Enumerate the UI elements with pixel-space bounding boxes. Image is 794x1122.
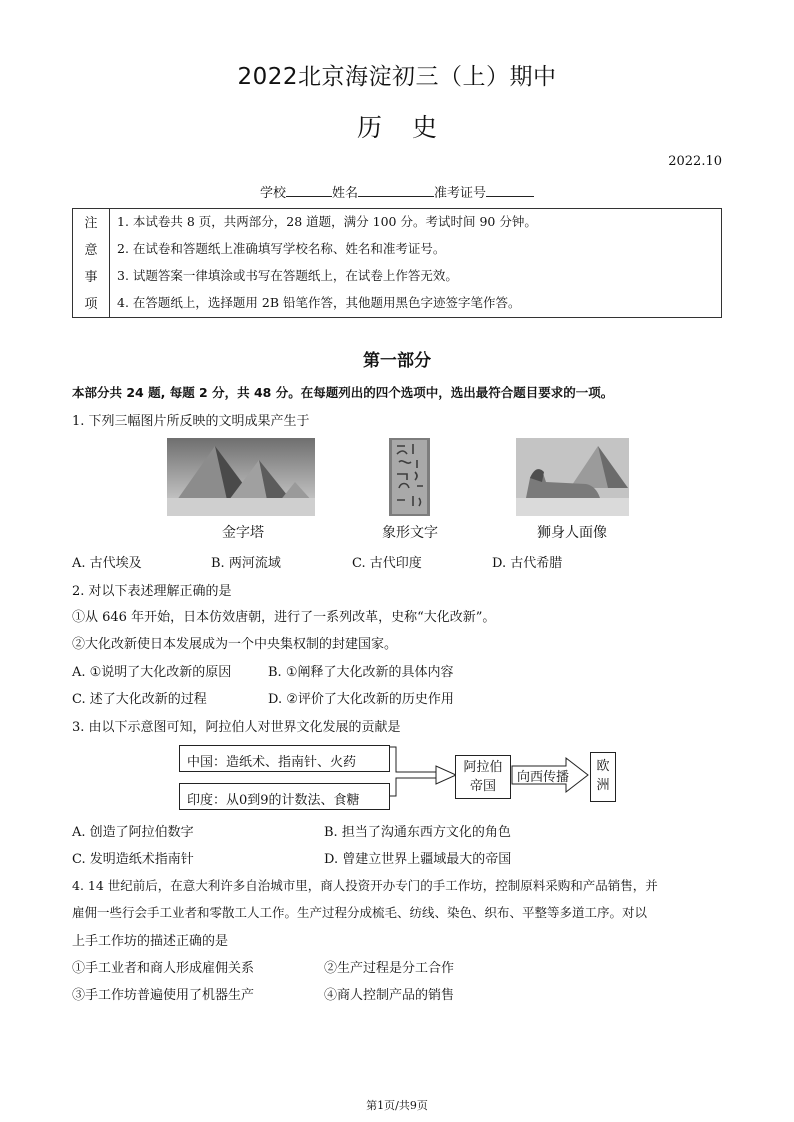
q2-stem: 2. 对以下表述理解正确的是 (72, 584, 232, 599)
q4-line-2: 雇佣一些行会手工业者和零散工人工作。生产过程分成梳毛、纺线、染色、织布、平整等多道工序。对以 (72, 905, 648, 920)
q2-statement-2: ②大化改新使日本发展成为一个中央集权制的封建国家。 (72, 637, 398, 652)
pyramids-image (167, 438, 315, 516)
notice-row: 4. 在答题纸上，选择题用 2B 铅笔作答，其他题用黑色字迹签字笔作答。 (117, 295, 521, 310)
sphinx-image (516, 438, 629, 516)
q4-item-2: ②生产过程是分工合作 (324, 961, 455, 976)
exam-title: 2022北京海淀初三（上）期中 (237, 64, 557, 90)
q2-option-d: D. ②评价了大化改新的历史作用 (268, 692, 454, 707)
part-heading: 第一部分 (363, 351, 431, 371)
notice-char: 事 (84, 270, 98, 285)
q1-stem: 1. 下列三幅图片所反映的文明成果产生于 (72, 414, 310, 429)
exam-id-label: 准考证号 (434, 186, 487, 201)
arab-empire-box (455, 755, 511, 799)
q2-option-a: A. ①说明了大化改新的原因 (72, 665, 232, 680)
q3-option-b: B. 担当了沟通东西方文化的角色 (324, 825, 511, 840)
notice-row: 2. 在试卷和答题纸上准确填写学校名称、姓名和准考证号。 (117, 241, 446, 256)
page-footer: 第1页/共9页 (366, 1099, 428, 1112)
notice-row: 3. 试题答案一律填涂或书写在答题纸上，在试卷上作答无效。 (117, 268, 458, 283)
student-info-fields (0, 182, 794, 201)
q3-option-a: A. 创造了阿拉伯数字 (72, 825, 194, 840)
caption-sphinx: 狮身人面像 (537, 525, 607, 541)
q1-option-a: A. 古代埃及 (72, 556, 142, 571)
notice-char: 注 (84, 216, 98, 231)
arab-empire-line2: 帝国 (469, 779, 496, 794)
notice-char: 意 (84, 243, 98, 258)
europe-line1: 欧 (596, 759, 610, 774)
notice-char: 项 (84, 297, 98, 312)
q3-stem: 3. 由以下示意图可知，阿拉伯人对世界文化发展的贡献是 (72, 720, 401, 735)
name-label: 姓名 (331, 186, 358, 201)
subject-title: 历史 (356, 113, 467, 142)
exam-date: 2022.10 (668, 154, 722, 169)
q2-option-b: B. ①阐释了大化改新的具体内容 (268, 665, 454, 680)
india-contribution-text: 印度：从0到9的计数法、食糖 (187, 793, 360, 808)
q1-option-d: D. 古代希腊 (492, 556, 563, 571)
q3-option-d: D. 曾建立世界上疆域最大的帝国 (324, 852, 512, 867)
q3-option-c: C. 发明造纸术指南针 (72, 852, 194, 867)
school-blank[interactable] (286, 184, 332, 197)
caption-pyramids: 金字塔 (222, 525, 264, 541)
school-label: 学校 (259, 186, 286, 201)
q4-line-3: 上手工作坊的描述正确的是 (72, 934, 229, 949)
q4-line-1: 4. 14 世纪前后，在意大利许多自治城市里，商人投资开办专门的手工作坊，控制原料采购和产品销售，并 (72, 878, 658, 893)
q4-item-3: ③手工作坊普遍使用了机器生产 (72, 988, 255, 1003)
exam-id-blank[interactable] (486, 184, 534, 197)
hieroglyph-image (389, 438, 430, 516)
china-contribution-text: 中国：造纸术、指南针、火药 (187, 755, 357, 770)
caption-hieroglyphs: 象形文字 (382, 525, 438, 541)
westward-label: 向西传播 (517, 770, 570, 785)
q4-item-1: ①手工业者和商人形成雇佣关系 (72, 961, 255, 976)
q2-option-c: C. 述了大化改新的过程 (72, 692, 207, 707)
q1-option-b: B. 两河流域 (211, 556, 281, 571)
europe-box (590, 752, 616, 802)
q1-option-c: C. 古代印度 (352, 556, 422, 571)
notice-row: 1. 本试卷共 8 页，共两部分，28 道题，满分 100 分。考试时间 90 分钟。 (117, 214, 537, 229)
india-contribution-box (179, 783, 390, 810)
part-instruction: 本部分共 24 题, 每题 2 分，共 48 分。在每题列出的四个选项中，选出最符合题目要求的一项。 (72, 385, 614, 400)
notice-side-label (73, 209, 110, 317)
q4-item-4: ④商人控制产品的销售 (324, 988, 455, 1003)
europe-line2: 洲 (596, 778, 610, 793)
q2-statement-1: ①从 646 年开始，日本仿效唐朝，进行了一系列改革，史称“大化改新”。 (72, 610, 496, 625)
arab-empire-line1: 阿拉伯 (463, 760, 503, 775)
china-contribution-box (179, 745, 390, 772)
notice-box (72, 208, 722, 318)
name-blank[interactable] (358, 184, 434, 197)
